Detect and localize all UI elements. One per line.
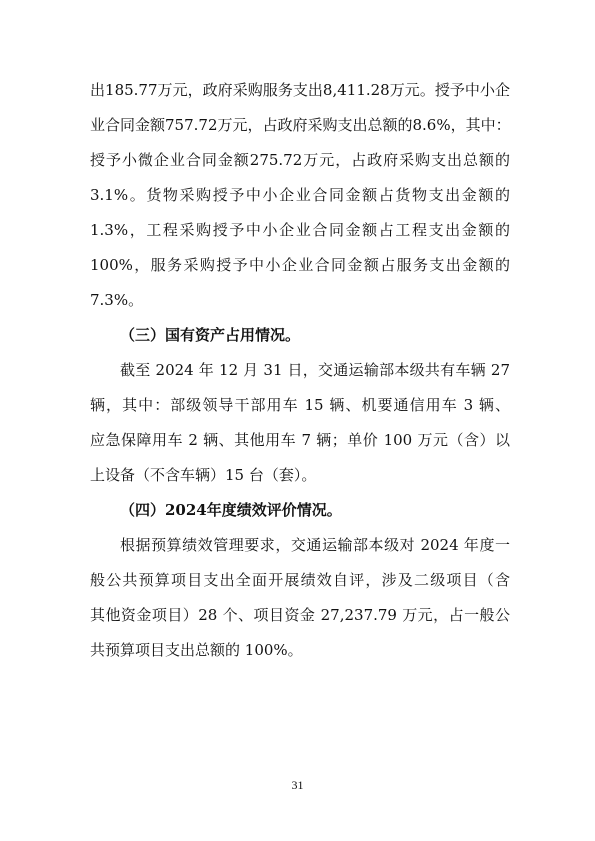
paragraph-line: 般公共预算项目支出全面开展绩效自评，涉及二级项目（含 <box>90 571 510 589</box>
paragraph-line: 出185.77万元，政府采购服务支出8,411.28万元。授予中小企 <box>90 81 510 99</box>
paragraph-line: 1.3%，工程采购授予中小企业合同金额占工程支出金额的 <box>90 221 510 239</box>
section-heading: （四）2024年度绩效评价情况。 <box>120 501 342 519</box>
page-number: 31 <box>291 778 304 792</box>
paragraph-line: 根据预算绩效管理要求，交通运输部本级对 2024 年度一 <box>120 536 510 554</box>
paragraph-line: 7.3%。 <box>90 291 144 309</box>
paragraph-line: 共预算项目支出总额的 100%。 <box>90 641 303 659</box>
paragraph-line: 100%，服务采购授予中小企业合同金额占服务支出金额的 <box>90 256 510 274</box>
paragraph-line: 应急保障用车 2 辆、其他用车 7 辆；单价 100 万元（含）以 <box>90 431 510 449</box>
paragraph-line: 业合同金额757.72万元，占政府采购支出总额的8.6%，其中： <box>90 116 511 134</box>
section-heading: （三）国有资产占用情况。 <box>120 326 301 344</box>
paragraph-line: 辆，其中：部级领导干部用车 15 辆、机要通信用车 3 辆、 <box>90 396 510 414</box>
paragraph-line: 其他资金项目）28 个、项目资金 27,237.79 万元，占一般公 <box>90 606 510 624</box>
paragraph-line: 上设备（不含车辆）15 台（套）。 <box>90 466 317 484</box>
paragraph-line: 截至 2024 年 12 月 31 日，交通运输部本级共有车辆 27 <box>120 361 510 379</box>
paragraph-line: 授予小微企业合同金额275.72万元，占政府采购支出总额的 <box>90 151 510 169</box>
paragraph-line: 3.1%。货物采购授予中小企业合同金额占货物支出金额的 <box>90 186 510 204</box>
